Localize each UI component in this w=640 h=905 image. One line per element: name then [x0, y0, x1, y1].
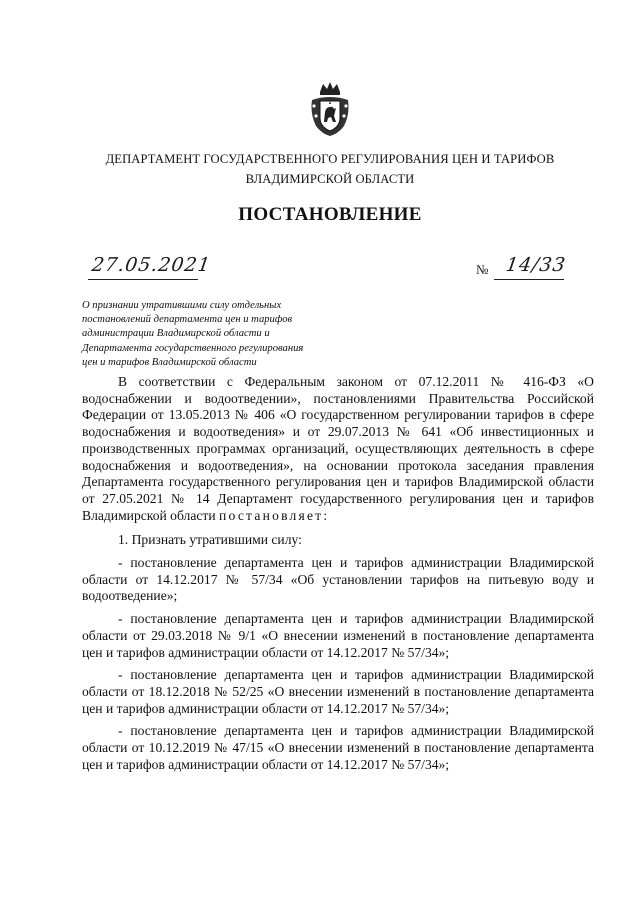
- subject-line: постановлений департамента цен и тарифов: [82, 314, 293, 326]
- document-number: 14/33: [504, 254, 568, 276]
- resolves-word: постановляет:: [219, 507, 330, 523]
- department-name-line1: ДЕПАРТАМЕНТ ГОСУДАРСТВЕННОГО РЕГУЛИРОВАНИЯ ЦЕН И ТАРИФОВ: [105, 152, 555, 166]
- list-item: - постановление департамента цен и тарифов администрации Владимирской области от 14.12.2017 № 57/34 «Об установлении тарифов на питьевую воду и водоотведение»;: [82, 555, 594, 604]
- number-underline: [494, 279, 564, 280]
- document-subject: [82, 299, 382, 370]
- preamble-text: В соответствии с Федеральным законом от 07.12.2011 № 416-ФЗ «О водоснабжении и водоотведении», постановлениями Правительства Российской Федерации от 13.05.2013 № 406 «О государственном регулировании тарифов в сфере водоснабжения и водоотведения» и от 29.07.2013 № 641 «Об инвестиционных и производственных программах организаций, осуществляющих деятельность в сфере водоснабжения и водоотведения», на основании протокола заседания правления Департамента государственного регулирования цен и тарифов Владимирской области от 27.05.2021 № 14 Департамент государственного регулирования цен и тарифов Владимирской области: [82, 374, 594, 523]
- subject-line: цен и тарифов Владимирской области: [82, 356, 257, 368]
- list-item: - постановление департамента цен и тарифов администрации Владимирской области от 10.12.2019 № 47/15 «О внесении изменений в постановление департамента цен и тарифов администрации области от 14.12.2017 № 57/34»;: [82, 723, 594, 772]
- subject-line: Департамента государственного регулирования: [82, 342, 304, 354]
- document-title: ПОСТАНОВЛЕНИЕ: [238, 204, 422, 225]
- list-item: - постановление департамента цен и тарифов администрации Владимирской области от 18.12.2018 № 52/25 «О внесении изменений в постановление департамента цен и тарифов администрации области от 14.12.2017 № 57/34»;: [82, 667, 594, 716]
- coat-of-arms-icon: [308, 80, 352, 138]
- number-label: №: [476, 262, 489, 277]
- department-name-line2: ВЛАДИМИРСКОЙ ОБЛАСТИ: [245, 172, 415, 186]
- list-item: - постановление департамента цен и тарифов администрации Владимирской области от 29.03.2018 № 9/1 «О внесении изменений в постановление департамента цен и тарифов администрации области от 14.12.2017 № 57/34»;: [82, 611, 594, 660]
- date-underline: [88, 279, 198, 280]
- subject-line: администрации Владимирской области и: [82, 328, 270, 340]
- subject-line: О признании утратившими силу отдельных: [82, 300, 282, 311]
- preamble-paragraph: [82, 374, 594, 524]
- item-1: 1. Признать утратившими силу:: [118, 532, 302, 548]
- document-date: 27.05.2021: [90, 254, 213, 276]
- document-body: [82, 374, 594, 773]
